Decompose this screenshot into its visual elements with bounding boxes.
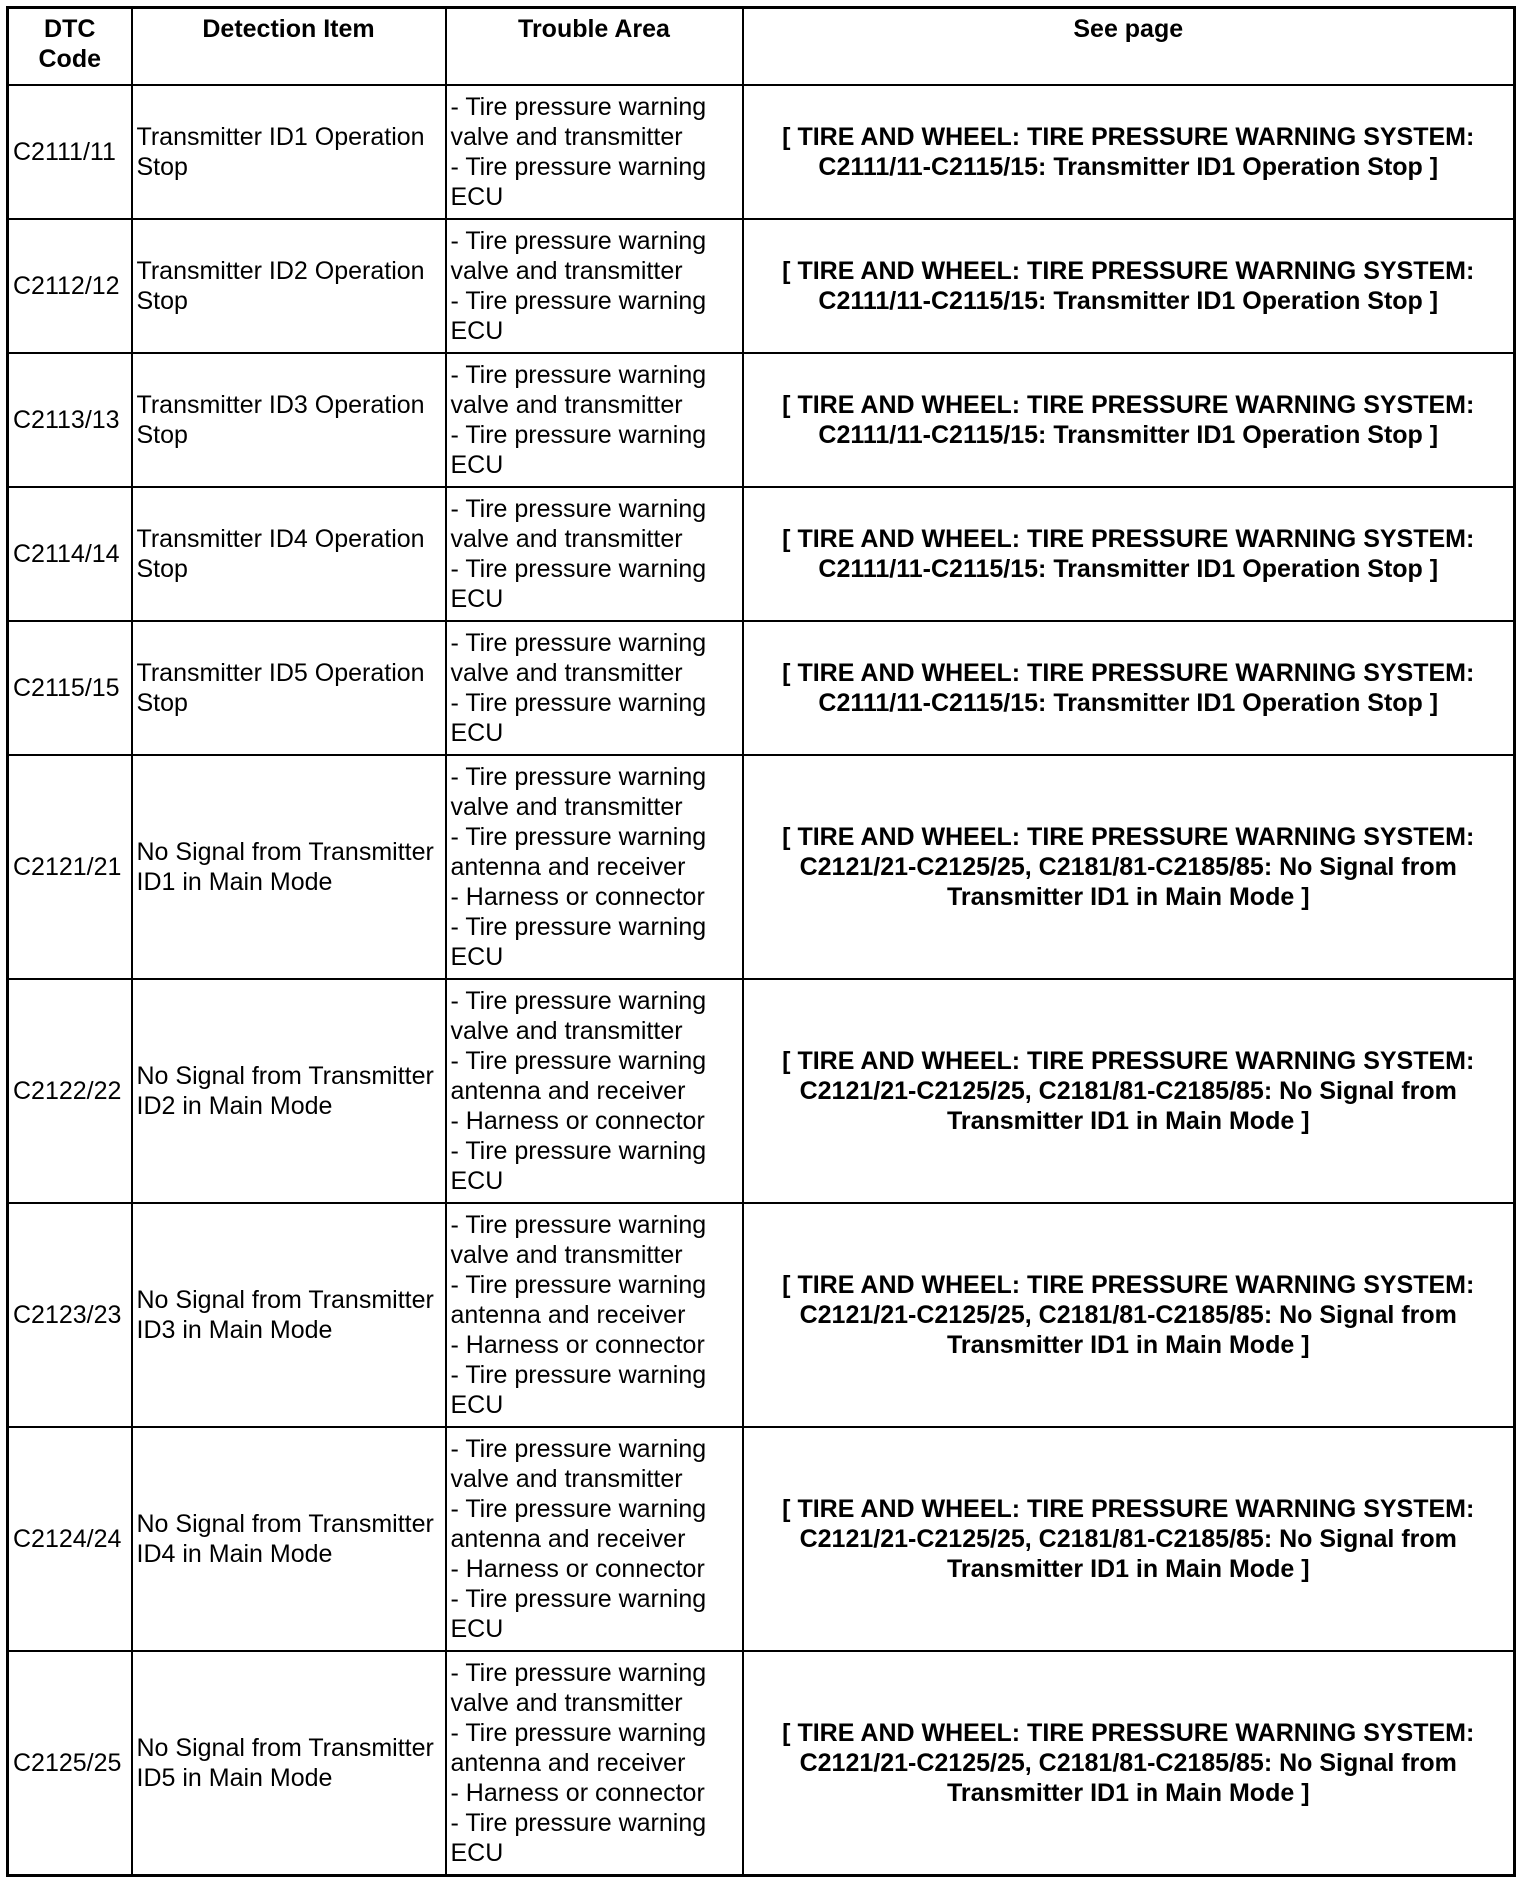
detection-item-line: Transmitter ID3 Operation	[136, 391, 425, 419]
trouble-area-line: ECU	[450, 451, 504, 479]
detection-item-cell	[132, 85, 446, 219]
see-page-link[interactable]: [ TIRE AND WHEEL: TIRE PRESSURE WARNING SYSTEM: C2111/11-C2115/15: Transmitter ID1 Operation Stop ]	[743, 621, 1515, 755]
trouble-area-line: valve and transmitter	[450, 1241, 683, 1269]
trouble-area-line: - Tire pressure warning	[450, 153, 707, 181]
detection-item-cell	[132, 755, 446, 979]
trouble-area-line: - Tire pressure warning	[450, 1047, 707, 1075]
trouble-area-line: - Tire pressure warning	[450, 689, 707, 717]
trouble-area-line: ECU	[450, 1615, 504, 1643]
trouble-area-line: - Tire pressure warning	[450, 1271, 707, 1299]
trouble-area-line: - Tire pressure warning	[450, 1719, 707, 1747]
see-page-link[interactable]: [ TIRE AND WHEEL: TIRE PRESSURE WARNING SYSTEM: C2111/11-C2115/15: Transmitter ID1 Operation Stop ]	[743, 219, 1515, 353]
trouble-area-cell	[446, 85, 743, 219]
detection-item-line: Transmitter ID2 Operation	[136, 257, 425, 285]
dtc-code-cell: C2111/11	[8, 85, 132, 219]
trouble-area-line: - Tire pressure warning	[450, 93, 707, 121]
table-row	[8, 219, 1515, 353]
dtc-table	[6, 6, 1516, 1877]
trouble-area-cell	[446, 353, 743, 487]
trouble-area-cell	[446, 219, 743, 353]
detection-item-line: No Signal from Transmitter	[136, 838, 434, 866]
trouble-area-line: valve and transmitter	[450, 1465, 683, 1493]
trouble-area-cell	[446, 487, 743, 621]
detection-item-line: ID4 in Main Mode	[136, 1540, 333, 1568]
dtc-code-cell: C2114/14	[8, 487, 132, 621]
trouble-area-line: valve and transmitter	[450, 525, 683, 553]
trouble-area-cell	[446, 1203, 743, 1427]
see-page-link[interactable]: [ TIRE AND WHEEL: TIRE PRESSURE WARNING SYSTEM: C2121/21-C2125/25, C2181/81-C2185/85: No Signal from Transmitter ID1 in Main Mode ]	[743, 1651, 1515, 1876]
table-body	[8, 85, 1515, 1876]
detection-item-line: No Signal from Transmitter	[136, 1286, 434, 1314]
trouble-area-line: - Tire pressure warning	[450, 1361, 707, 1389]
detection-item-cell	[132, 621, 446, 755]
trouble-area-line: valve and transmitter	[450, 793, 683, 821]
table-header	[8, 8, 1515, 86]
see-page-link[interactable]: [ TIRE AND WHEEL: TIRE PRESSURE WARNING SYSTEM: C2111/11-C2115/15: Transmitter ID1 Operation Stop ]	[743, 85, 1515, 219]
trouble-area-cell	[446, 979, 743, 1203]
trouble-area-line: antenna and receiver	[450, 1525, 686, 1553]
trouble-area-line: - Tire pressure warning	[450, 1435, 707, 1463]
detection-item-line: ID1 in Main Mode	[136, 868, 333, 896]
detection-item-line: Stop	[136, 689, 188, 717]
detection-item-line: Transmitter ID4 Operation	[136, 525, 425, 553]
trouble-area-line: - Tire pressure warning	[450, 495, 707, 523]
trouble-area-line: valve and transmitter	[450, 659, 683, 687]
trouble-area-line: antenna and receiver	[450, 1077, 686, 1105]
see-page-link[interactable]: [ TIRE AND WHEEL: TIRE PRESSURE WARNING SYSTEM: C2111/11-C2115/15: Transmitter ID1 Operation Stop ]	[743, 353, 1515, 487]
trouble-area-line: - Tire pressure warning	[450, 287, 707, 315]
dtc-code-cell: C2124/24	[8, 1427, 132, 1651]
detection-item-cell	[132, 487, 446, 621]
header-detection-item: Detection Item	[132, 8, 446, 86]
trouble-area-cell	[446, 621, 743, 755]
header-trouble-area: Trouble Area	[446, 8, 743, 86]
table-row	[8, 353, 1515, 487]
trouble-area-line: - Tire pressure warning	[450, 1585, 707, 1613]
table-row	[8, 85, 1515, 219]
trouble-area-line: - Tire pressure warning	[450, 1137, 707, 1165]
detection-item-cell	[132, 979, 446, 1203]
trouble-area-cell	[446, 1427, 743, 1651]
see-page-link[interactable]: [ TIRE AND WHEEL: TIRE PRESSURE WARNING SYSTEM: C2121/21-C2125/25, C2181/81-C2185/85: No Signal from Transmitter ID1 in Main Mode ]	[743, 755, 1515, 979]
table-row	[8, 1427, 1515, 1651]
trouble-area-line: valve and transmitter	[450, 257, 683, 285]
trouble-area-line: ECU	[450, 1391, 504, 1419]
trouble-area-line: ECU	[450, 719, 504, 747]
trouble-area-line: - Tire pressure warning	[450, 1211, 707, 1239]
trouble-area-line: - Tire pressure warning	[450, 1809, 707, 1837]
table-row	[8, 487, 1515, 621]
trouble-area-line: valve and transmitter	[450, 123, 683, 151]
table-row	[8, 1203, 1515, 1427]
trouble-area-line: - Tire pressure warning	[450, 763, 707, 791]
detection-item-cell	[132, 1651, 446, 1876]
trouble-area-line: ECU	[450, 317, 504, 345]
detection-item-line: No Signal from Transmitter	[136, 1734, 434, 1762]
detection-item-line: Transmitter ID5 Operation	[136, 659, 425, 687]
trouble-area-line: ECU	[450, 943, 504, 971]
trouble-area-line: - Tire pressure warning	[450, 823, 707, 851]
detection-item-cell	[132, 1427, 446, 1651]
trouble-area-line: - Tire pressure warning	[450, 1495, 707, 1523]
detection-item-line: ID2 in Main Mode	[136, 1092, 333, 1120]
table-row	[8, 621, 1515, 755]
dtc-code-cell: C2122/22	[8, 979, 132, 1203]
trouble-area-line: - Tire pressure warning	[450, 227, 707, 255]
table-row	[8, 1651, 1515, 1876]
header-row	[8, 8, 1515, 86]
see-page-link[interactable]: [ TIRE AND WHEEL: TIRE PRESSURE WARNING SYSTEM: C2121/21-C2125/25, C2181/81-C2185/85: No Signal from Transmitter ID1 in Main Mode ]	[743, 1203, 1515, 1427]
detection-item-cell	[132, 353, 446, 487]
trouble-area-line: - Tire pressure warning	[450, 555, 707, 583]
trouble-area-line: valve and transmitter	[450, 391, 683, 419]
trouble-area-line: antenna and receiver	[450, 853, 686, 881]
trouble-area-line: - Harness or connector	[450, 1107, 705, 1135]
detection-item-line: Stop	[136, 287, 188, 315]
detection-item-line: ID3 in Main Mode	[136, 1316, 333, 1344]
dtc-code-cell: C2121/21	[8, 755, 132, 979]
see-page-link[interactable]: [ TIRE AND WHEEL: TIRE PRESSURE WARNING SYSTEM: C2121/21-C2125/25, C2181/81-C2185/85: No Signal from Transmitter ID1 in Main Mode ]	[743, 979, 1515, 1203]
detection-item-line: Transmitter ID1 Operation	[136, 123, 425, 151]
dtc-code-cell: C2113/13	[8, 353, 132, 487]
dtc-code-cell: C2123/23	[8, 1203, 132, 1427]
trouble-area-line: - Tire pressure warning	[450, 1659, 707, 1687]
trouble-area-line: - Tire pressure warning	[450, 987, 707, 1015]
detection-item-cell	[132, 219, 446, 353]
trouble-area-line: valve and transmitter	[450, 1017, 683, 1045]
trouble-area-cell	[446, 755, 743, 979]
trouble-area-line: ECU	[450, 585, 504, 613]
trouble-area-line: - Tire pressure warning	[450, 361, 707, 389]
dtc-code-cell: C2112/12	[8, 219, 132, 353]
trouble-area-line: - Tire pressure warning	[450, 421, 707, 449]
dtc-code-cell: C2125/25	[8, 1651, 132, 1876]
detection-item-line: Stop	[136, 421, 188, 449]
trouble-area-line: ECU	[450, 1839, 504, 1867]
trouble-area-line: - Tire pressure warning	[450, 913, 707, 941]
trouble-area-line: - Harness or connector	[450, 1331, 705, 1359]
header-see-page: See page	[743, 8, 1515, 86]
detection-item-line: Stop	[136, 555, 188, 583]
trouble-area-line: ECU	[450, 183, 504, 211]
table-row	[8, 979, 1515, 1203]
detection-item-cell	[132, 1203, 446, 1427]
trouble-area-cell	[446, 1651, 743, 1876]
trouble-area-line: antenna and receiver	[450, 1749, 686, 1777]
detection-item-line: No Signal from Transmitter	[136, 1062, 434, 1090]
see-page-link[interactable]: [ TIRE AND WHEEL: TIRE PRESSURE WARNING SYSTEM: C2121/21-C2125/25, C2181/81-C2185/85: No Signal from Transmitter ID1 in Main Mode ]	[743, 1427, 1515, 1651]
trouble-area-line: - Tire pressure warning	[450, 629, 707, 657]
trouble-area-line: - Harness or connector	[450, 1555, 705, 1583]
header-dtc-code: DTC Code	[8, 8, 132, 86]
trouble-area-line: antenna and receiver	[450, 1301, 686, 1329]
trouble-area-line: ECU	[450, 1167, 504, 1195]
dtc-code-cell: C2115/15	[8, 621, 132, 755]
trouble-area-line: - Harness or connector	[450, 883, 705, 911]
see-page-link[interactable]: [ TIRE AND WHEEL: TIRE PRESSURE WARNING SYSTEM: C2111/11-C2115/15: Transmitter ID1 Operation Stop ]	[743, 487, 1515, 621]
table-row	[8, 755, 1515, 979]
trouble-area-line: valve and transmitter	[450, 1689, 683, 1717]
detection-item-line: ID5 in Main Mode	[136, 1764, 333, 1792]
trouble-area-line: - Harness or connector	[450, 1779, 705, 1807]
detection-item-line: No Signal from Transmitter	[136, 1510, 434, 1538]
detection-item-line: Stop	[136, 153, 188, 181]
